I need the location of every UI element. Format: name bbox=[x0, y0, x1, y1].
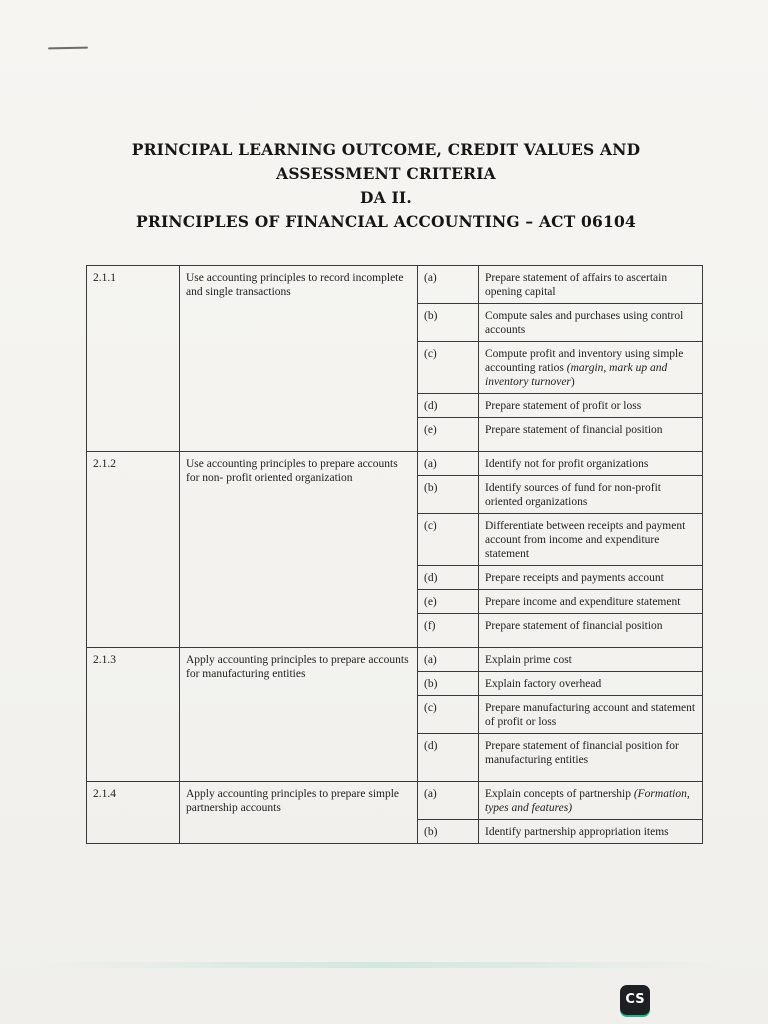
criterion-letter: (b) bbox=[418, 476, 479, 514]
outcome-text: Apply accounting principles to prepare simple partnership accounts bbox=[180, 782, 418, 844]
criterion-text-main: Compute profit and inventory using simple accounting ratios bbox=[485, 348, 684, 374]
table-row bbox=[87, 266, 703, 304]
outcome-code: 2.1.2 bbox=[87, 452, 180, 648]
criterion-text-italic: (margin, mark up and inventory turnover bbox=[485, 362, 668, 388]
outcome-text: Use accounting principles to prepare accounts for non- profit oriented organization bbox=[180, 452, 418, 648]
page-edge-shadow bbox=[40, 962, 720, 968]
criterion-text: Prepare statement of profit or loss bbox=[479, 394, 703, 418]
table-row bbox=[87, 452, 703, 476]
criterion-text-main: Explain concepts of partnership bbox=[485, 788, 634, 800]
criterion-letter: (b) bbox=[418, 672, 479, 696]
criterion-letter: (e) bbox=[418, 590, 479, 614]
title-line-2: ASSESSMENT CRITERIA bbox=[276, 164, 496, 183]
criteria-table bbox=[86, 265, 703, 844]
outcome-text: Use accounting principles to record incomplete and single transactions bbox=[180, 266, 418, 452]
camscanner-logo-icon: CS bbox=[620, 985, 650, 1015]
title-line-3: DA II. bbox=[360, 188, 412, 207]
criterion-text: Prepare receipts and payments account bbox=[479, 566, 703, 590]
criterion-letter: (a) bbox=[418, 452, 479, 476]
criterion-letter: (d) bbox=[418, 566, 479, 590]
criterion-text bbox=[479, 782, 703, 820]
criterion-text: Explain factory overhead bbox=[479, 672, 703, 696]
title-line-1: PRINCIPAL LEARNING OUTCOME, CREDIT VALUES AND bbox=[131, 140, 641, 159]
criterion-text: Prepare statement of financial position bbox=[479, 614, 703, 648]
criterion-text: Prepare manufacturing account and statement of profit or loss bbox=[479, 696, 703, 734]
criterion-letter: (a) bbox=[418, 266, 479, 304]
pen-mark bbox=[48, 47, 88, 50]
criterion-text: Prepare income and expenditure statement bbox=[479, 590, 703, 614]
criterion-letter: (c) bbox=[418, 342, 479, 394]
criterion-text-italic: (Formation, types and features) bbox=[485, 788, 690, 814]
outcome-code: 2.1.4 bbox=[87, 782, 180, 844]
criterion-text: Identify partnership appropriation items bbox=[479, 820, 703, 844]
criterion-letter: (d) bbox=[418, 734, 479, 782]
criterion-text: Identify not for profit organizations bbox=[479, 452, 703, 476]
outcome-code: 2.1.1 bbox=[87, 266, 180, 452]
outcome-text: Apply accounting principles to prepare accounts for manufacturing entities bbox=[180, 648, 418, 782]
criterion-letter: (a) bbox=[418, 782, 479, 820]
table-row bbox=[87, 648, 703, 672]
criterion-text-suffix: ) bbox=[570, 376, 575, 388]
criterion-letter: (c) bbox=[418, 696, 479, 734]
criterion-text: Differentiate between receipts and payment account from income and expenditure statement bbox=[479, 514, 703, 566]
criterion-text: Prepare statement of affairs to ascertain opening capital bbox=[479, 266, 703, 304]
criterion-letter: (c) bbox=[418, 514, 479, 566]
criterion-text: Prepare statement of financial position for manufacturing entities bbox=[479, 734, 703, 782]
table-row bbox=[87, 782, 703, 820]
criterion-text: Explain prime cost bbox=[479, 648, 703, 672]
title-line-4: PRINCIPLES OF FINANCIAL ACCOUNTING – ACT 06104 bbox=[136, 212, 636, 231]
criterion-text bbox=[479, 342, 703, 394]
criterion-letter: (e) bbox=[418, 418, 479, 452]
outcome-code: 2.1.3 bbox=[87, 648, 180, 782]
criterion-letter: (f) bbox=[418, 614, 479, 648]
criterion-text: Prepare statement of financial position bbox=[479, 418, 703, 452]
criterion-text: Compute sales and purchases using control accounts bbox=[479, 304, 703, 342]
criterion-letter: (b) bbox=[418, 304, 479, 342]
document-title bbox=[110, 138, 662, 234]
criterion-letter: (a) bbox=[418, 648, 479, 672]
criterion-letter: (b) bbox=[418, 820, 479, 844]
criterion-text: Identify sources of fund for non-profit oriented organizations bbox=[479, 476, 703, 514]
criterion-letter: (d) bbox=[418, 394, 479, 418]
